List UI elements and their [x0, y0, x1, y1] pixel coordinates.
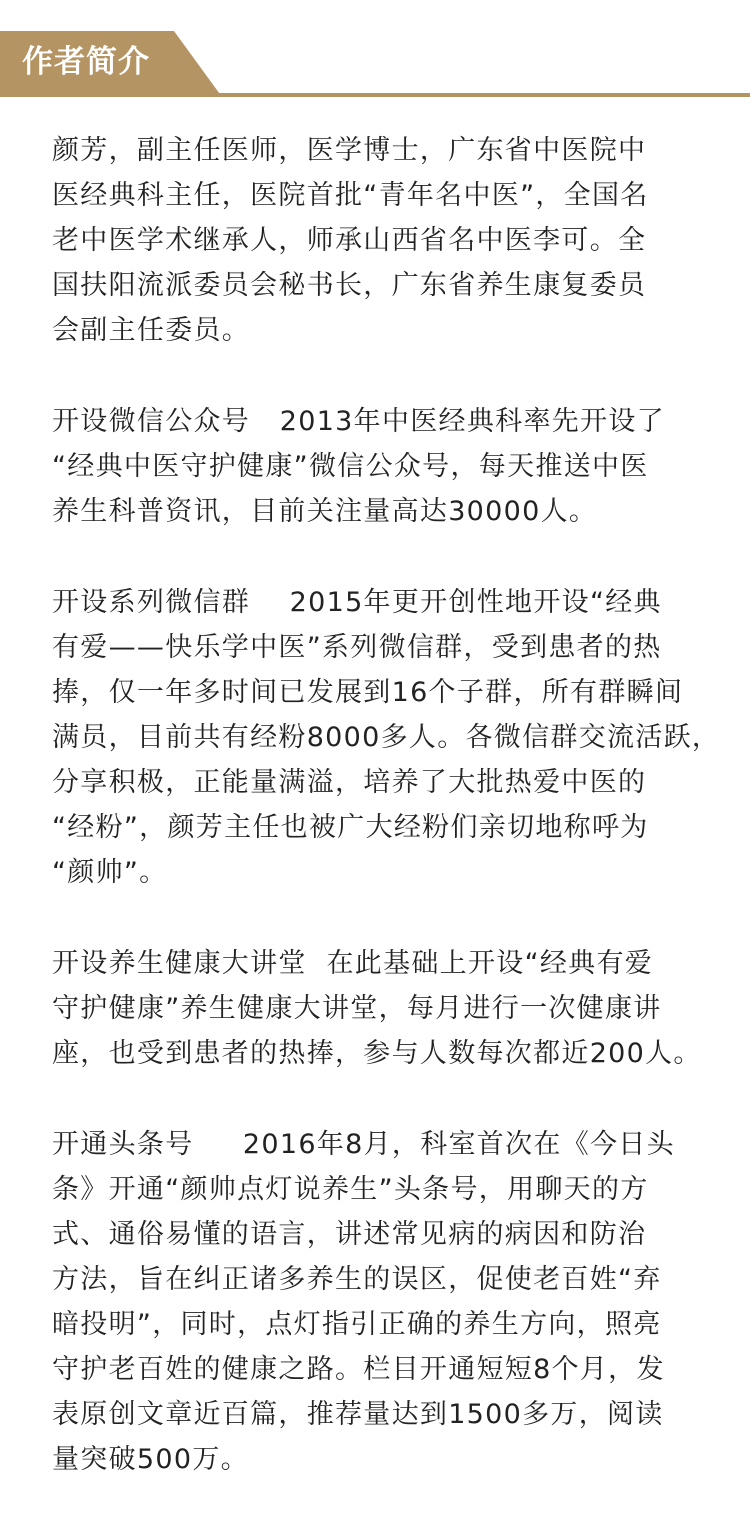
text-line: 开通头条号 2016年8月，科室首次在《今日头 [52, 1129, 675, 1160]
text-line: 守护健康”养生健康大讲堂，每月进行一次健康讲 [52, 993, 662, 1024]
text-line: 开设养生健康大讲堂 在此基础上开设“经典有爱 [52, 948, 654, 979]
text-line: 方法，旨在纠正诸多养生的误区，促使老百姓“弃 [52, 1264, 662, 1295]
text-line: 颜芳，副主任医师，医学博士，广东省中医院中 [52, 135, 647, 166]
author-intro-content [52, 128, 742, 1528]
text-line: 会副主任委员。 [52, 315, 251, 346]
text-line: 国扶阳流派委员会秘书长，广东省养生康复委员 [52, 270, 647, 301]
text-line: “颜帅”。 [52, 857, 168, 888]
section-title: 作者简介 [22, 44, 150, 80]
text-line: 式、通俗易懂的语言，讲述常见病的病因和防治 [52, 1219, 647, 1250]
text-line: 老中医学术继承人，师承山西省名中医李可。全 [52, 225, 647, 256]
text-line: 开设系列微信群 2015年更开创性地开设“经典 [52, 587, 662, 618]
text-line: 有爱——快乐学中医”系列微信群，受到患者的热 [52, 632, 662, 663]
text-line: 量突破500万。 [52, 1444, 249, 1475]
text-line: 座，也受到患者的热捧，参与人数每次都近200人。 [52, 1038, 702, 1069]
text-line: 开设微信公众号 2013年中医经典科率先开设了 [52, 406, 665, 437]
section-header [0, 0, 750, 100]
text-line: 分享积极，正能量满溢，培养了大批热爱中医的 [52, 767, 647, 798]
text-line: 暗投明”，同时，点灯指引正确的养生方向，照亮 [52, 1309, 662, 1340]
text-line: 守护老百姓的健康之路。栏目开通短短8个月，发 [52, 1354, 665, 1385]
text-line: 捧，仅一年多时间已发展到16个子群，所有群瞬间 [52, 677, 684, 708]
text-line: 养生科普资讯，目前关注量高达30000人。 [52, 496, 598, 527]
text-line: 表原创文章近百篇，推荐量达到1500多万，阅读 [52, 1399, 664, 1430]
intro-paragraph-lecture-hall [52, 941, 742, 1076]
text-line: “经粉”，颜芳主任也被广大经粉们亲切地称呼为 [52, 812, 649, 843]
text-line: 满员，目前共有经粉8000多人。各微信群交流活跃， [52, 722, 721, 753]
text-line: “经典中医守护健康”微信公众号，每天推送中医 [52, 451, 649, 482]
intro-paragraph-toutiao [52, 1122, 742, 1482]
text-line: 条》开通“颜帅点灯说养生”头条号，用聊天的方 [52, 1174, 649, 1205]
intro-paragraph-bio [52, 128, 742, 353]
intro-paragraph-wechat-groups [52, 580, 742, 895]
intro-paragraph-wechat-account [52, 399, 742, 534]
text-line: 医经典科主任，医院首批“青年名中医”，全国名 [52, 180, 649, 211]
